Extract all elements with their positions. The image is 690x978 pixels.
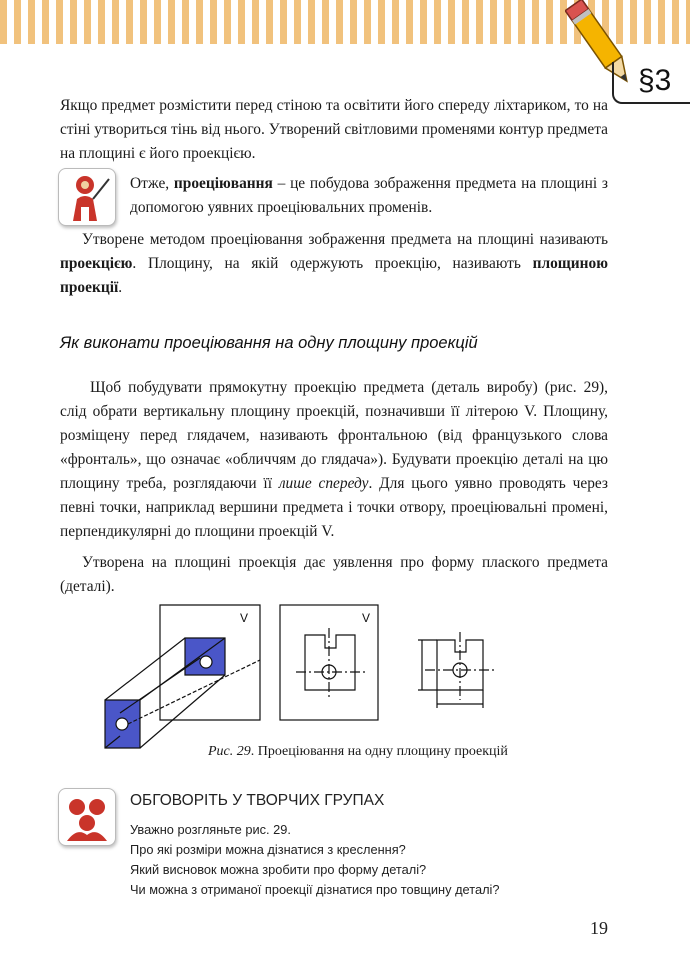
definition-text-pre: Отже, <box>130 175 174 192</box>
definition-paragraph <box>130 172 608 220</box>
projection-term: проекцією <box>60 255 133 272</box>
definition-term: проеціювання <box>173 175 273 192</box>
projection-text-b: . Площину, на якій одержують проекцію, називають <box>132 255 533 272</box>
projection-paragraph <box>60 228 608 300</box>
figure-caption <box>208 744 508 760</box>
section-number: §3 <box>638 64 672 97</box>
method-text-a: Щоб побудувати прямокутну проекцію предмета (деталь виробу) (рис. 29), слід обрати вертикальну площину проекцій, позначивши її літерою V. Площину, розміщену перед глядачем, називають фронтальною (від французького слова «фронталь», що означає «обличчям до глядача»). Будувати проекцію деталі на цю площину треба, розглядаючи її <box>60 379 608 492</box>
plane-label-v1: V <box>240 611 249 625</box>
discussion-question: Уважно розгляньте рис. 29. <box>130 822 291 837</box>
teacher-pointer-icon <box>58 168 116 226</box>
plane-label-v2: V <box>362 611 371 625</box>
conclusion-paragraph: Утворена на площині проекція дає уявлення про форму плаского предмета (деталі). <box>60 554 608 595</box>
method-paragraph <box>60 376 608 544</box>
definition-text-post: – це побудова зображення предмета на площині з допомогою уявних проеціювальних променів. <box>130 175 608 216</box>
discussion-question: Який висновок можна зробити про форму деталі? <box>130 862 427 877</box>
isometric-view <box>105 605 260 748</box>
method-text-b: . Для цього уявно проводять через певні точки, наприклад вершини предмета і точки отвору, проеціювальні промені, перпендикулярні до площини проекцій V. <box>60 475 608 540</box>
discussion-group-icon <box>58 788 116 846</box>
section-heading: Як виконати проеціювання на одну площину проекцій <box>60 334 478 352</box>
discussion-question: Про які розміри можна дізнатися з креслення? <box>130 842 406 857</box>
method-emphasis: лише спереду <box>278 475 369 492</box>
caption-text: . Проеціювання на одну площину проекцій <box>250 744 508 759</box>
page-number: 19 <box>590 918 608 938</box>
projection-text-c: . <box>118 279 123 296</box>
projection-text-a: Утворене методом проеціювання зображення предмета на площині називають <box>82 231 608 248</box>
intro-paragraph: Якщо предмет розмістити перед стіною та освітити його спереду ліхтариком, то на стіні утвориться тінь від нього. Утворений світловими променями контур предмета на площині є його проекцією. <box>60 97 608 162</box>
discussion-question: Чи можна з отриманої проекції дізнатися про товщину деталі? <box>130 882 500 897</box>
figure-projection-diagram <box>100 600 540 750</box>
projection-plane-term: площиною проекції <box>60 255 608 296</box>
discussion-title: ОБГОВОРІТЬ У ТВОРЧИХ ГРУПАХ <box>130 792 385 809</box>
caption-number: Рис. 29 <box>208 744 251 759</box>
dimensioned-drawing <box>418 632 495 708</box>
